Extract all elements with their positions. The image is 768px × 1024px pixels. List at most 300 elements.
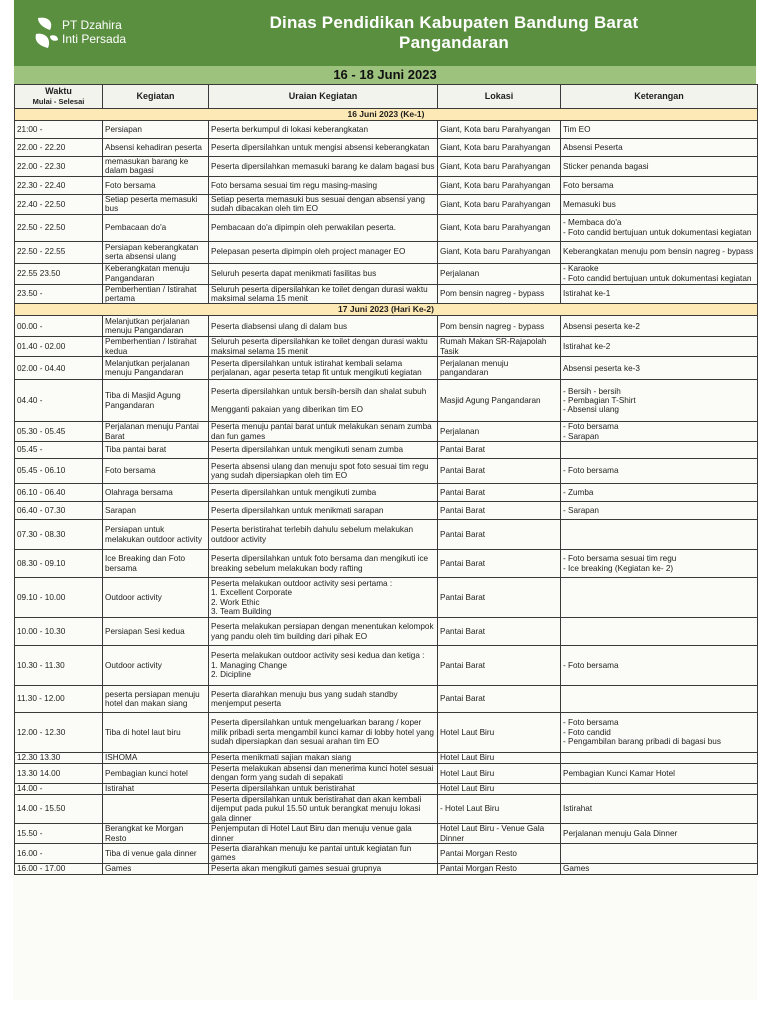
cell-keterangan xyxy=(561,380,758,422)
cell-lokasi xyxy=(438,863,561,874)
cell-uraian-line: Seluruh peserta dipersilahkan ke toilet dengan durasi waktu maksimal selama 15 menit xyxy=(211,337,428,356)
cell-uraian-line: 3. Team Building xyxy=(211,606,272,616)
cell-lokasi xyxy=(438,422,561,442)
cell-kegiatan xyxy=(103,241,209,263)
keterangan-item: - Sarapan xyxy=(563,431,599,441)
cell-keterangan xyxy=(561,484,758,502)
cell-kegiatan xyxy=(103,484,209,502)
cell-uraian-line: Penjemputan di Hotel Laut Biru dan menuju venue gala dinner xyxy=(211,824,412,843)
table-row xyxy=(15,284,758,304)
cell-time xyxy=(15,442,103,459)
table-row xyxy=(15,380,758,422)
cell-lokasi xyxy=(438,157,561,177)
cell-lokasi xyxy=(438,824,561,844)
table-row xyxy=(15,316,758,337)
cell-uraian-line: Peserta dipersilahkan untuk beristirahat xyxy=(211,784,355,794)
document-title xyxy=(174,13,734,53)
cell-uraian-line: Peserta menuju pantai barat untuk melakukan senam zumba dan fun games xyxy=(211,422,432,441)
cell-time xyxy=(15,263,103,284)
table-row xyxy=(15,578,758,618)
cell-kegiatan-line: Tiba pantai barat xyxy=(105,445,167,455)
cell-keterangan xyxy=(561,214,758,241)
cell-time-line: 05.45 - xyxy=(17,445,43,455)
cell-uraian-line: Peserta melakukan outdoor activity sesi pertama : xyxy=(211,578,393,588)
cell-time xyxy=(15,753,103,764)
cell-uraian-line: Peserta absensi ulang dan menuju spot foto sesuai tim regu yang sudah dipersiapkan oleh tim EO xyxy=(211,461,429,481)
cell-time xyxy=(15,194,103,214)
cell-uraian xyxy=(209,459,438,484)
cell-kegiatan-line: Persiapan untuk melakukan outdoor activity xyxy=(105,525,202,544)
keterangan-item: Absensi Peserta xyxy=(563,142,623,152)
cell-uraian-line: Foto bersama sesuai tim regu masing-masing xyxy=(211,180,378,190)
cell-uraian xyxy=(209,484,438,502)
cell-keterangan xyxy=(561,263,758,284)
cell-lokasi xyxy=(438,316,561,337)
cell-lokasi-line: Giant, Kota baru Parahyangan xyxy=(440,199,551,209)
cell-lokasi-line: Pantai Morgan Resto xyxy=(440,864,517,874)
keterangan-item: - Foto candid bertujuan untuk dokumentasi kegiatan xyxy=(563,273,752,283)
cell-keterangan xyxy=(561,194,758,214)
cell-kegiatan-line: Setiap peserta memasuki bus xyxy=(105,194,198,214)
cell-lokasi xyxy=(438,686,561,713)
cell-lokasi xyxy=(438,783,561,794)
cell-lokasi xyxy=(438,214,561,241)
table-row xyxy=(15,241,758,263)
table-row xyxy=(15,753,758,764)
cell-kegiatan xyxy=(103,121,209,139)
cell-uraian-line: Peserta dipersilahkan untuk mengisi absensi keberangkatan xyxy=(211,142,430,152)
keterangan-item: - Sarapan xyxy=(563,505,599,515)
table-row xyxy=(15,863,758,874)
keterangan-item: Perjalanan menuju Gala Dinner xyxy=(563,828,678,838)
cell-time-line: 12.30 13.30 xyxy=(17,753,61,763)
cell-keterangan xyxy=(561,520,758,550)
table-row xyxy=(15,484,758,502)
cell-time xyxy=(15,284,103,304)
cell-time xyxy=(15,176,103,194)
cell-lokasi-line: Giant, Kota baru Parahyangan xyxy=(440,180,551,190)
header-uraian: Uraian Kegiatan xyxy=(209,85,438,109)
cell-keterangan xyxy=(561,843,758,863)
cell-time-line: 10.30 - 11.30 xyxy=(17,660,65,670)
cell-uraian-line: Seluruh peserta dipersilahkan ke toilet dengan durasi waktu maksimal selama 15 menit xyxy=(211,284,428,304)
cell-time xyxy=(15,646,103,686)
cell-kegiatan xyxy=(103,337,209,357)
cell-lokasi xyxy=(438,618,561,646)
cell-time xyxy=(15,214,103,241)
cell-time-line: 01.40 - 02.00 xyxy=(17,342,66,352)
schedule-table xyxy=(14,84,758,875)
cell-kegiatan xyxy=(103,843,209,863)
cell-kegiatan xyxy=(103,764,209,784)
keterangan-item: - Absensi ulang xyxy=(563,405,619,415)
cell-uraian-line: Peserta diarahkan menuju ke pantai untuk kegiatan fun games xyxy=(211,843,412,863)
cell-time-line: 06.10 - 06.40 xyxy=(17,487,66,497)
cell-uraian-line: Peserta melakukan persiapan dengan menentukan kelompok yang pandu oleh tim building dari pihak EO xyxy=(211,622,434,641)
cell-lokasi xyxy=(438,337,561,357)
cell-uraian-line: 2. Dicipline xyxy=(211,670,252,680)
cell-keterangan xyxy=(561,863,758,874)
cell-uraian-line: Pembacaan do'a dipimpin oleh perwakilan peserta. xyxy=(211,222,396,232)
cell-keterangan xyxy=(561,646,758,686)
cell-keterangan xyxy=(561,284,758,304)
header-waktu-label: Waktu xyxy=(45,86,72,97)
cell-lokasi-line: Pantai Barat xyxy=(440,445,486,455)
cell-uraian-line: Peserta dipersilahkan untuk bersih-bersih dan shalat subuh xyxy=(211,386,427,396)
cell-lokasi xyxy=(438,380,561,422)
cell-lokasi-line: Hotel Laut Biru xyxy=(440,727,495,737)
company-name-line1: PT Dzahira xyxy=(62,18,122,32)
keterangan-item: - Zumba xyxy=(563,487,594,497)
table-row xyxy=(15,794,758,823)
cell-uraian xyxy=(209,176,438,194)
cell-uraian xyxy=(209,783,438,794)
cell-lokasi-line: Giant, Kota baru Parahyangan xyxy=(440,124,551,134)
cell-kegiatan xyxy=(103,139,209,157)
keterangan-item: - Pembagian T-Shirt xyxy=(563,396,636,406)
cell-kegiatan xyxy=(103,357,209,380)
cell-kegiatan xyxy=(103,794,209,823)
cell-keterangan xyxy=(561,578,758,618)
cell-kegiatan-line: memasukan barang ke dalam bagasi xyxy=(105,157,189,176)
cell-lokasi xyxy=(438,241,561,263)
cell-kegiatan-line: Olahraga bersama xyxy=(105,487,173,497)
cell-lokasi-line: Pantai Barat xyxy=(440,660,486,670)
cell-uraian-line: Peserta dipersilahkan untuk foto bersama dan mengikuti ice breaking sebelum melakukan body rafting xyxy=(211,554,429,573)
cell-kegiatan xyxy=(103,284,209,304)
header-mulai-selesai: Mulai - Selesai xyxy=(32,96,85,106)
cell-lokasi xyxy=(438,176,561,194)
cell-keterangan xyxy=(561,824,758,844)
cell-lokasi-line: Hotel Laut Biru xyxy=(440,784,495,794)
cell-kegiatan xyxy=(103,422,209,442)
keterangan-item: - Foto candid xyxy=(563,727,611,737)
cell-time xyxy=(15,794,103,823)
title-line2: Pangandaran xyxy=(399,33,509,52)
cell-kegiatan-line: Berangkat ke Morgan Resto xyxy=(105,824,184,843)
cell-keterangan xyxy=(561,337,758,357)
keterangan-item: - Pengambilan barang pribadi di bagasi bus xyxy=(563,737,721,747)
keterangan-item: - Foto candid bertujuan untuk dokumentasi kegiatan xyxy=(563,227,752,237)
table-row xyxy=(15,357,758,380)
cell-uraian-line: Seluruh peserta dapat menikmati fasilitas bus xyxy=(211,268,377,278)
cell-kegiatan-line: Persiapan keberangkatan serta absensi ulang xyxy=(105,242,199,262)
cell-keterangan xyxy=(561,176,758,194)
cell-lokasi xyxy=(438,753,561,764)
cell-uraian xyxy=(209,502,438,520)
cell-time-line: 22.55 23.50 xyxy=(17,268,61,278)
group-label: 17 Juni 2023 (Hari Ke-2) xyxy=(15,304,758,316)
cell-time-line: 05.30 - 05.45 xyxy=(17,426,66,436)
cell-lokasi-line: Pom bensin nagreg - bypass xyxy=(440,289,545,299)
keterangan-item: - Foto bersama xyxy=(563,660,619,670)
cell-time-line: 10.00 - 10.30 xyxy=(17,626,66,636)
cell-lokasi-line: Pantai Barat xyxy=(440,694,486,704)
cell-uraian xyxy=(209,550,438,578)
cell-uraian xyxy=(209,578,438,618)
cell-time-line: 16.00 - xyxy=(17,848,43,858)
table-row xyxy=(15,764,758,784)
cell-kegiatan xyxy=(103,578,209,618)
cell-keterangan xyxy=(561,459,758,484)
table-row xyxy=(15,713,758,753)
cell-keterangan xyxy=(561,713,758,753)
table-header-row xyxy=(15,85,758,109)
table-row xyxy=(15,337,758,357)
cell-lokasi-line: Pantai Morgan Resto xyxy=(440,848,517,858)
cell-uraian-line: Peserta menikmati sajian makan siang xyxy=(211,753,352,763)
cell-kegiatan xyxy=(103,176,209,194)
cell-uraian xyxy=(209,121,438,139)
cell-lokasi xyxy=(438,442,561,459)
title-line1: Dinas Pendidikan Kabupaten Bandung Barat xyxy=(269,13,639,32)
cell-lokasi-line: Perjalanan xyxy=(440,426,480,436)
keterangan-item: - Membaca do'a xyxy=(563,218,622,228)
cell-lokasi-line: Masjid Agung Pangandaran xyxy=(440,396,541,406)
cell-uraian xyxy=(209,139,438,157)
cell-lokasi xyxy=(438,139,561,157)
cell-lokasi-line: Pantai Barat xyxy=(440,487,486,497)
table-row xyxy=(15,442,758,459)
cell-uraian xyxy=(209,618,438,646)
cell-time-line: 22.50 - 22.50 xyxy=(17,222,66,232)
keterangan-item: - Foto bersama xyxy=(563,422,619,432)
table-row xyxy=(15,176,758,194)
cell-time xyxy=(15,824,103,844)
cell-lokasi xyxy=(438,502,561,520)
cell-time xyxy=(15,316,103,337)
cell-time-line: 14.00 - 15.50 xyxy=(17,804,66,814)
keterangan-item: Memasuki bus xyxy=(563,199,616,209)
keterangan-item: Foto bersama xyxy=(563,180,614,190)
cell-time xyxy=(15,520,103,550)
keterangan-item: Keberangkatan menuju pom bensin nagreg - bypass xyxy=(563,247,754,257)
cell-keterangan xyxy=(561,422,758,442)
cell-keterangan xyxy=(561,357,758,380)
cell-kegiatan-line: ISHOMA xyxy=(105,753,138,763)
cell-lokasi-line: Giant, Kota baru Parahyangan xyxy=(440,161,551,171)
cell-time-line: 08.30 - 09.10 xyxy=(17,558,66,568)
cell-kegiatan xyxy=(103,713,209,753)
cell-uraian-line: Peserta berkumpul di lokasi keberangkatan xyxy=(211,124,369,134)
cell-lokasi-line: Pantai Barat xyxy=(440,505,486,515)
cell-time-line: 21:00 - xyxy=(17,124,43,134)
cell-keterangan xyxy=(561,139,758,157)
cell-keterangan xyxy=(561,121,758,139)
cell-kegiatan-line: Perjalanan menuju Pantai Barat xyxy=(105,422,199,441)
cell-lokasi-line: Pom bensin nagreg - bypass xyxy=(440,321,545,331)
table-row xyxy=(15,824,758,844)
company-name xyxy=(62,18,126,46)
table-row xyxy=(15,139,758,157)
cell-keterangan xyxy=(561,686,758,713)
keterangan-item: Games xyxy=(563,864,590,874)
cell-uraian-line: Peserta akan mengikuti games sesuai grupnya xyxy=(211,864,382,874)
cell-uraian-line xyxy=(211,396,435,405)
header-kegiatan: Kegiatan xyxy=(103,85,209,109)
cell-time xyxy=(15,337,103,357)
cell-kegiatan-line: Foto bersama xyxy=(105,180,156,190)
cell-kegiatan-line: Outdoor activity xyxy=(105,660,162,670)
keterangan-item: Istirahat ke-1 xyxy=(563,289,611,299)
cell-uraian xyxy=(209,442,438,459)
cell-time-line: 22.50 - 22.55 xyxy=(17,247,66,257)
cell-uraian-line: Peserta dipersilahkan untuk menikmati sarapan xyxy=(211,505,384,515)
cell-kegiatan xyxy=(103,459,209,484)
cell-uraian xyxy=(209,263,438,284)
leaf-logo-icon xyxy=(32,14,62,54)
cell-keterangan xyxy=(561,783,758,794)
table-row xyxy=(15,422,758,442)
cell-lokasi xyxy=(438,263,561,284)
cell-kegiatan xyxy=(103,618,209,646)
cell-lokasi-line: - Hotel Laut Biru xyxy=(440,804,500,814)
cell-uraian-line: Peserta melakukan outdoor activity sesi kedua dan ketiga : xyxy=(211,651,425,661)
cell-uraian-line: Setiap peserta memasuki bus sesuai dengan absensi yang sudah dibacakan oleh tim EO xyxy=(211,194,425,214)
cell-time-line: 12.00 - 12.30 xyxy=(17,727,66,737)
cell-kegiatan-line: Ice Breaking dan Foto bersama xyxy=(105,554,186,573)
cell-uraian xyxy=(209,863,438,874)
cell-kegiatan xyxy=(103,194,209,214)
cell-time xyxy=(15,843,103,863)
keterangan-item: Istirahat xyxy=(563,804,593,814)
cell-kegiatan xyxy=(103,502,209,520)
table-row xyxy=(15,843,758,863)
cell-kegiatan xyxy=(103,863,209,874)
cell-kegiatan-line: Persiapan xyxy=(105,124,142,134)
cell-kegiatan xyxy=(103,263,209,284)
cell-kegiatan-line: Absensi kehadiran peserta xyxy=(105,142,202,152)
cell-uraian-line: Peserta dipersilahkan untuk mengikuti senam zumba xyxy=(211,445,404,455)
cell-uraian xyxy=(209,686,438,713)
cell-lokasi xyxy=(438,520,561,550)
cell-lokasi-line: Pantai Barat xyxy=(440,529,486,539)
cell-keterangan xyxy=(561,753,758,764)
cell-uraian xyxy=(209,824,438,844)
cell-uraian xyxy=(209,194,438,214)
cell-time xyxy=(15,157,103,177)
keterangan-item: - Karaoke xyxy=(563,264,599,274)
cell-uraian xyxy=(209,357,438,380)
cell-lokasi xyxy=(438,550,561,578)
header-waktu xyxy=(15,85,103,109)
cell-time xyxy=(15,713,103,753)
cell-time-line: 22.00 - 22.30 xyxy=(17,161,66,171)
schedule-body xyxy=(15,109,758,875)
cell-lokasi xyxy=(438,121,561,139)
table-row xyxy=(15,550,758,578)
table-row xyxy=(15,520,758,550)
cell-time xyxy=(15,686,103,713)
cell-kegiatan xyxy=(103,686,209,713)
cell-time xyxy=(15,764,103,784)
cell-time xyxy=(15,241,103,263)
keterangan-item: Absensi peserta ke-3 xyxy=(563,363,640,373)
cell-time-line: 07.30 - 08.30 xyxy=(17,529,66,539)
cell-time xyxy=(15,578,103,618)
cell-uraian xyxy=(209,284,438,304)
cell-kegiatan xyxy=(103,316,209,337)
cell-time xyxy=(15,459,103,484)
cell-keterangan xyxy=(561,502,758,520)
cell-uraian-line: Peserta dipersilahkan untuk beristirahat dan akan kembali dijemput pada pukul 15.50 untuk berangkat menuju lokasi gala dinner xyxy=(211,794,422,823)
cell-uraian-line: 1. Managing Change xyxy=(211,660,288,670)
keterangan-item: Absensi peserta ke-2 xyxy=(563,321,640,331)
cell-kegiatan xyxy=(103,646,209,686)
cell-time-line: 09.10 - 10.00 xyxy=(17,592,66,602)
cell-kegiatan-line: Keberangkatan menuju Pangandaran xyxy=(105,264,190,283)
keterangan-item: - Foto bersama sesuai tim regu xyxy=(563,554,677,564)
cell-uraian-line: 2. Work Ethic xyxy=(211,597,260,607)
cell-lokasi xyxy=(438,794,561,823)
cell-uraian-line: 1. Excellent Corporate xyxy=(211,588,293,598)
cell-uraian-line: Peserta beristirahat terlebih dahulu sebelum melakukan outdoor activity xyxy=(211,525,414,544)
cell-lokasi-line: Hotel Laut Biru - Venue Gala Dinner xyxy=(440,824,545,843)
cell-time xyxy=(15,422,103,442)
table-row xyxy=(15,459,758,484)
keterangan-item: - Foto bersama xyxy=(563,718,619,728)
cell-kegiatan-line: Melanjutkan perjalanan menuju Pangandaran xyxy=(105,358,190,378)
keterangan-item: Istirahat ke-2 xyxy=(563,342,611,352)
cell-kegiatan-line: Pemberhentian / Istirahat kedua xyxy=(105,337,197,356)
cell-time xyxy=(15,484,103,502)
cell-lokasi xyxy=(438,194,561,214)
cell-uraian xyxy=(209,422,438,442)
cell-kegiatan xyxy=(103,214,209,241)
cell-lokasi-line: Pantai Barat xyxy=(440,466,486,476)
cell-lokasi xyxy=(438,713,561,753)
cell-kegiatan-line: Tiba di venue gala dinner xyxy=(105,848,197,858)
cell-uraian-line: Peserta melakukan absensi dan menerima kunci hotel sesuai dengan form yang sudah di sepakati xyxy=(211,764,434,783)
cell-uraian xyxy=(209,337,438,357)
cell-uraian-line: Peserta diabsensi ulang di dalam bus xyxy=(211,321,348,331)
cell-uraian xyxy=(209,753,438,764)
cell-kegiatan xyxy=(103,550,209,578)
cell-lokasi-line: Hotel Laut Biru xyxy=(440,753,495,763)
cell-keterangan xyxy=(561,241,758,263)
cell-kegiatan-line: Outdoor activity xyxy=(105,592,162,602)
day-2-group-row xyxy=(15,304,758,316)
cell-uraian-line: Pelepasan peserta dipimpin oleh project manager EO xyxy=(211,247,406,257)
cell-time-line: 11.30 - 12.00 xyxy=(17,694,65,704)
cell-lokasi-line: Giant, Kota baru Parahyangan xyxy=(440,247,551,257)
cell-kegiatan-line: Pemberhentian / Istirahat pertama xyxy=(105,284,197,304)
cell-kegiatan xyxy=(103,783,209,794)
table-row xyxy=(15,194,758,214)
cell-kegiatan-line: Persiapan Sesi kedua xyxy=(105,626,185,636)
cell-keterangan xyxy=(561,764,758,784)
cell-lokasi-line: Giant, Kota baru Parahyangan xyxy=(440,222,551,232)
table-row xyxy=(15,646,758,686)
header-banner xyxy=(14,0,756,66)
cell-kegiatan xyxy=(103,442,209,459)
cell-uraian xyxy=(209,241,438,263)
cell-lokasi-line: Perjalanan menuju pangandaran xyxy=(440,358,509,378)
keterangan-item: - Foto bersama xyxy=(563,466,619,476)
cell-keterangan xyxy=(561,618,758,646)
cell-lokasi xyxy=(438,764,561,784)
cell-time xyxy=(15,380,103,422)
cell-kegiatan xyxy=(103,157,209,177)
header-keterangan: Keterangan xyxy=(561,85,758,109)
cell-kegiatan xyxy=(103,824,209,844)
cell-uraian xyxy=(209,380,438,422)
cell-kegiatan-line: Games xyxy=(105,864,132,874)
cell-kegiatan xyxy=(103,380,209,422)
cell-uraian-line: Peserta dipersilahkan untuk istirahat kembali selama perjalanan, agar peserta tetap fit untuk mengikuti kegiatan xyxy=(211,358,422,378)
keterangan-item: - Ice breaking (Kegiatan ke- 2) xyxy=(563,563,674,573)
cell-keterangan xyxy=(561,316,758,337)
